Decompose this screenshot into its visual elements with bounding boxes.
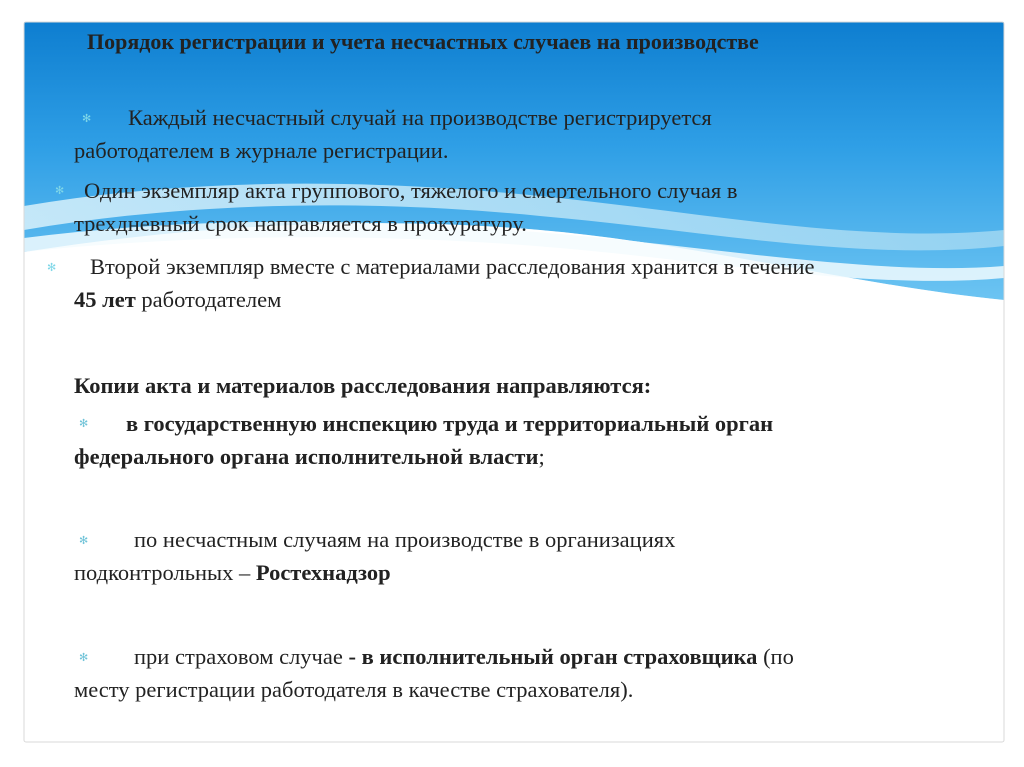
item-1-line-2: работодателем в журнале регистрации. — [74, 138, 449, 163]
copy-2-line-2 — [74, 556, 391, 589]
copy-2-line-1: по несчастным случаям на производстве в организациях — [134, 527, 676, 552]
rostekhnadzor: Ростехнадзор — [255, 560, 391, 585]
semicolon: ; — [538, 444, 545, 469]
copies-heading: Копии акта и материалов расследования направляются: — [74, 373, 652, 398]
copy-2-prefix: подконтрольных – — [74, 560, 256, 585]
bullet-star-icon: ✻ — [79, 534, 89, 547]
copy-3-line-2: месту регистрации работодателя в качестве страхователя). — [74, 677, 634, 702]
bullet-star-icon: ✻ — [79, 651, 89, 664]
slide-title: Порядок регистрации и учета несчастных случаев на производстве — [87, 29, 759, 54]
retention-period: 45 лет — [74, 287, 136, 312]
item-3-line-2 — [74, 283, 281, 316]
item-2-line-2: трехдневный срок направляется в прокуратуру. — [74, 211, 527, 236]
item-2-line-1: Один экземпляр акта группового, тяжелого и смертельного случая в — [84, 178, 738, 203]
insurer-authority: - в исполнительный орган страховщика — [348, 644, 758, 669]
federal-authority: федерального органа исполнительной власти — [74, 444, 539, 469]
copy-1-line-1: в государственную инспекцию труда и территориальный орган — [126, 411, 774, 436]
item-1-line-1: Каждый несчастный случай на производстве регистрируется — [128, 105, 712, 130]
copy-3-suffix: (по — [757, 644, 794, 669]
bullet-star-icon: ✻ — [79, 417, 89, 430]
copy-1-line-2 — [74, 440, 545, 473]
bullet-star-icon: ✻ — [82, 112, 92, 125]
item-3-line-1: Второй экземпляр вместе с материалами расследования хранится в течение — [90, 254, 815, 279]
copy-3-prefix: при страховом случае — [134, 644, 349, 669]
bullet-star-icon: ✻ — [47, 261, 57, 274]
retention-holder: работодателем — [135, 287, 282, 312]
bullet-star-icon: ✻ — [55, 184, 65, 197]
copy-3-line-1 — [134, 640, 794, 673]
